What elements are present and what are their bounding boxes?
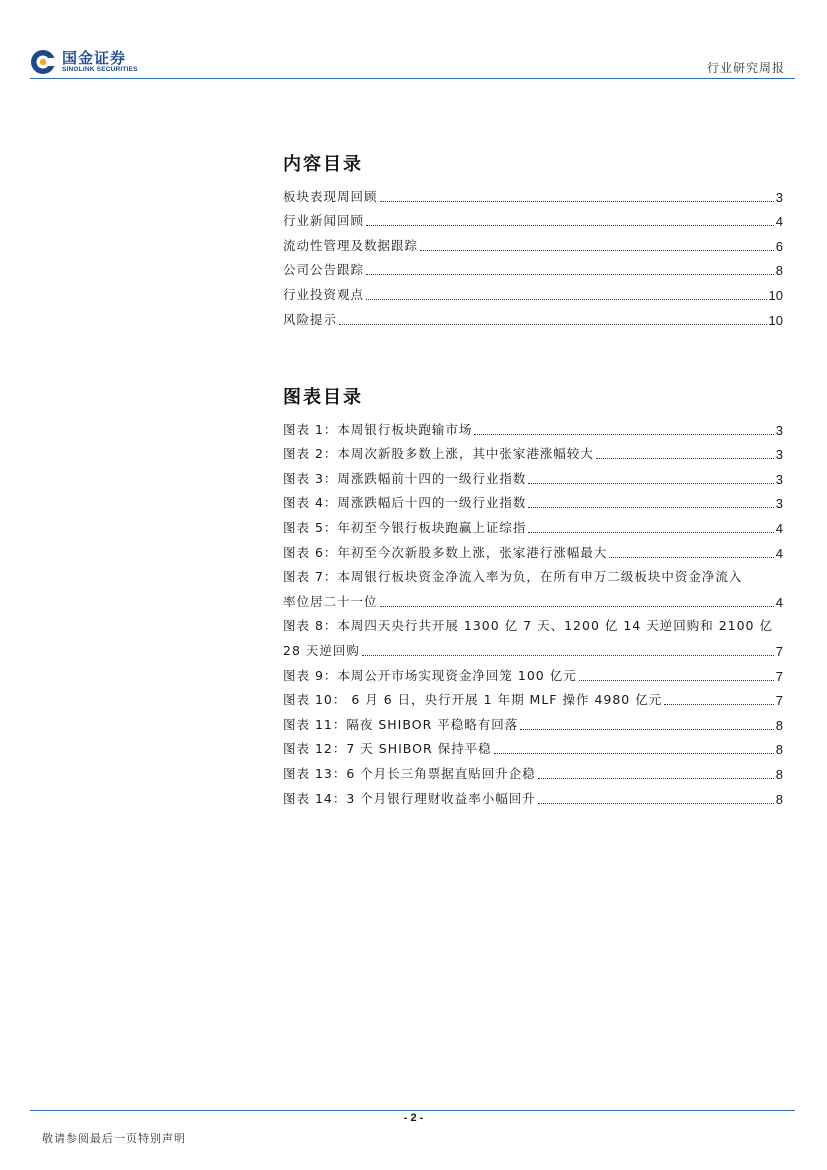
toc-entry[interactable] — [283, 511, 783, 536]
toc-entry-label: 风险提示 — [283, 311, 338, 327]
toc-entry-page: 6 — [775, 238, 783, 254]
toc-leader-dots — [528, 482, 773, 484]
logo-chinese-name: 国金证券 — [62, 49, 127, 67]
toc-entry-page: 7 — [775, 643, 783, 659]
toc-entry-page: 8 — [775, 766, 783, 782]
toc-leader-dots — [538, 802, 774, 804]
toc-entry-page: 4 — [775, 545, 783, 561]
toc-entry-label: 图表 4：周涨跌幅后十四的一级行业指数 — [283, 495, 527, 511]
toc-leader-dots — [520, 728, 774, 730]
toc-entry-page: 3 — [775, 422, 783, 438]
toc-entry-page: 3 — [775, 447, 783, 463]
footer-disclaimer: 敬请参阅最后一页特别声明 — [42, 1132, 186, 1145]
toc-entry-label: 图表 13：6 个月长三角票据直贴回升企稳 — [283, 765, 536, 781]
page-number: - 2 - — [403, 1112, 424, 1124]
toc-entry-label: 行业投资观点 — [283, 286, 365, 302]
toc-entry-label: 图表 11：隔夜 SHIBOR 平稳略有回落 — [283, 716, 519, 732]
logo-english-name: SINOLINK SECURITIES — [62, 66, 138, 73]
toc-entry-page: 7 — [775, 668, 783, 684]
toc-entry-label: 图表 14：3 个月银行理财收益率小幅回升 — [283, 790, 536, 806]
figure-toc — [283, 383, 783, 807]
toc-entry-label: 28 天逆回购 — [283, 642, 360, 658]
footer-divider — [30, 1110, 795, 1111]
content-toc-title: 内容目录 — [283, 154, 363, 175]
toc-entry[interactable] — [283, 303, 783, 328]
toc-entry-label: 公司公告跟踪 — [283, 262, 365, 278]
figure-toc-title: 图表目录 — [283, 387, 363, 408]
header-divider — [30, 78, 795, 79]
toc-leader-dots — [528, 506, 773, 508]
toc-entry-page: 10 — [768, 287, 783, 303]
toc-entry[interactable] — [283, 659, 783, 684]
toc-leader-dots — [528, 531, 773, 533]
content-toc-list — [283, 180, 783, 328]
report-type-label: 行业研究周报 — [706, 61, 785, 75]
toc-entry-label: 图表 12：7 天 SHIBOR 保持平稳 — [283, 741, 492, 757]
toc-leader-dots — [380, 200, 774, 202]
toc-entry[interactable] — [283, 438, 783, 463]
toc-leader-dots — [609, 556, 773, 558]
toc-entry-page: 8 — [775, 263, 783, 279]
toc-entry-label: 图表 1：本周银行板块跑输市场 — [283, 421, 473, 437]
toc-entry[interactable] — [283, 782, 783, 807]
toc-entry-line[interactable]: 图表 8：本周四天央行共开展 1300 亿 7 天、1200 亿 14 天逆回购和 2100 亿 — [283, 618, 773, 634]
toc-entry-page: 4 — [775, 214, 783, 230]
toc-leader-dots — [494, 752, 774, 754]
toc-entry-label: 图表 6：年初至今次新股多数上涨，张家港行涨幅最大 — [283, 544, 608, 560]
toc-entry-label: 率位居二十一位 — [283, 593, 378, 609]
toc-entry-label: 图表 3：周涨跌幅前十四的一级行业指数 — [283, 470, 527, 486]
toc-entry[interactable] — [283, 536, 783, 561]
toc-entry-page: 3 — [775, 471, 783, 487]
toc-entry-label: 图表 5：年初至今银行板块跑赢上证综指 — [283, 519, 527, 535]
toc-leader-dots — [366, 298, 767, 300]
toc-entry-line[interactable]: 图表 7：本周银行板块资金净流入率为负，在所有申万二级板块中资金净流入 — [283, 569, 743, 585]
toc-entry[interactable] — [283, 278, 783, 303]
toc-leader-dots — [664, 703, 774, 705]
toc-entry-page: 3 — [775, 496, 783, 512]
toc-entry-page: 8 — [775, 742, 783, 758]
toc-entry[interactable] — [283, 205, 783, 230]
toc-entry-label: 行业新闻回顾 — [283, 213, 365, 229]
toc-entry-page: 8 — [775, 717, 783, 733]
logo-mark-icon — [30, 49, 56, 75]
toc-leader-dots — [366, 273, 774, 275]
toc-entry[interactable] — [283, 229, 783, 254]
toc-entry[interactable] — [283, 708, 783, 733]
toc-entry[interactable] — [283, 254, 783, 279]
toc-entry-page: 10 — [768, 312, 783, 328]
toc-entry-label: 图表 10： 6 月 6 日，央行开展 1 年期 MLF 操作 4980 亿元 — [283, 692, 663, 708]
toc-entry[interactable] — [283, 733, 783, 758]
toc-entry-page: 4 — [775, 594, 783, 610]
toc-entry-page: 3 — [775, 189, 783, 205]
toc-entry-page: 8 — [775, 791, 783, 807]
toc-leader-dots — [596, 457, 774, 459]
toc-leader-dots — [366, 224, 774, 226]
toc-entry-label: 板块表现周回顾 — [283, 188, 378, 204]
toc-entry-label: 图表 9：本周公开市场实现资金净回笼 100 亿元 — [283, 667, 577, 683]
toc-entry[interactable] — [283, 487, 783, 512]
toc-leader-dots — [420, 249, 774, 251]
figure-toc-list — [283, 413, 783, 807]
toc-entry-label: 流动性管理及数据跟踪 — [283, 237, 419, 253]
toc-entry[interactable] — [283, 684, 783, 709]
toc-leader-dots — [339, 323, 767, 325]
toc-entry-page: 7 — [775, 693, 783, 709]
toc-entry[interactable] — [283, 180, 783, 205]
toc-leader-dots — [538, 777, 774, 779]
toc-leader-dots — [380, 605, 774, 607]
toc-entry-label: 图表 2：本周次新股多数上涨，其中张家港涨幅较大 — [283, 446, 594, 462]
page-header — [0, 0, 827, 80]
toc-entry-page: 4 — [775, 520, 783, 536]
toc-entry[interactable] — [283, 413, 783, 438]
content-toc — [283, 150, 783, 328]
toc-leader-dots — [579, 679, 774, 681]
company-logo — [30, 46, 138, 78]
toc-leader-dots — [474, 433, 773, 435]
toc-leader-dots — [362, 654, 774, 656]
toc-entry[interactable] — [283, 585, 783, 610]
toc-entry[interactable] — [283, 634, 783, 659]
toc-entry[interactable] — [283, 757, 783, 782]
toc-entry[interactable] — [283, 462, 783, 487]
